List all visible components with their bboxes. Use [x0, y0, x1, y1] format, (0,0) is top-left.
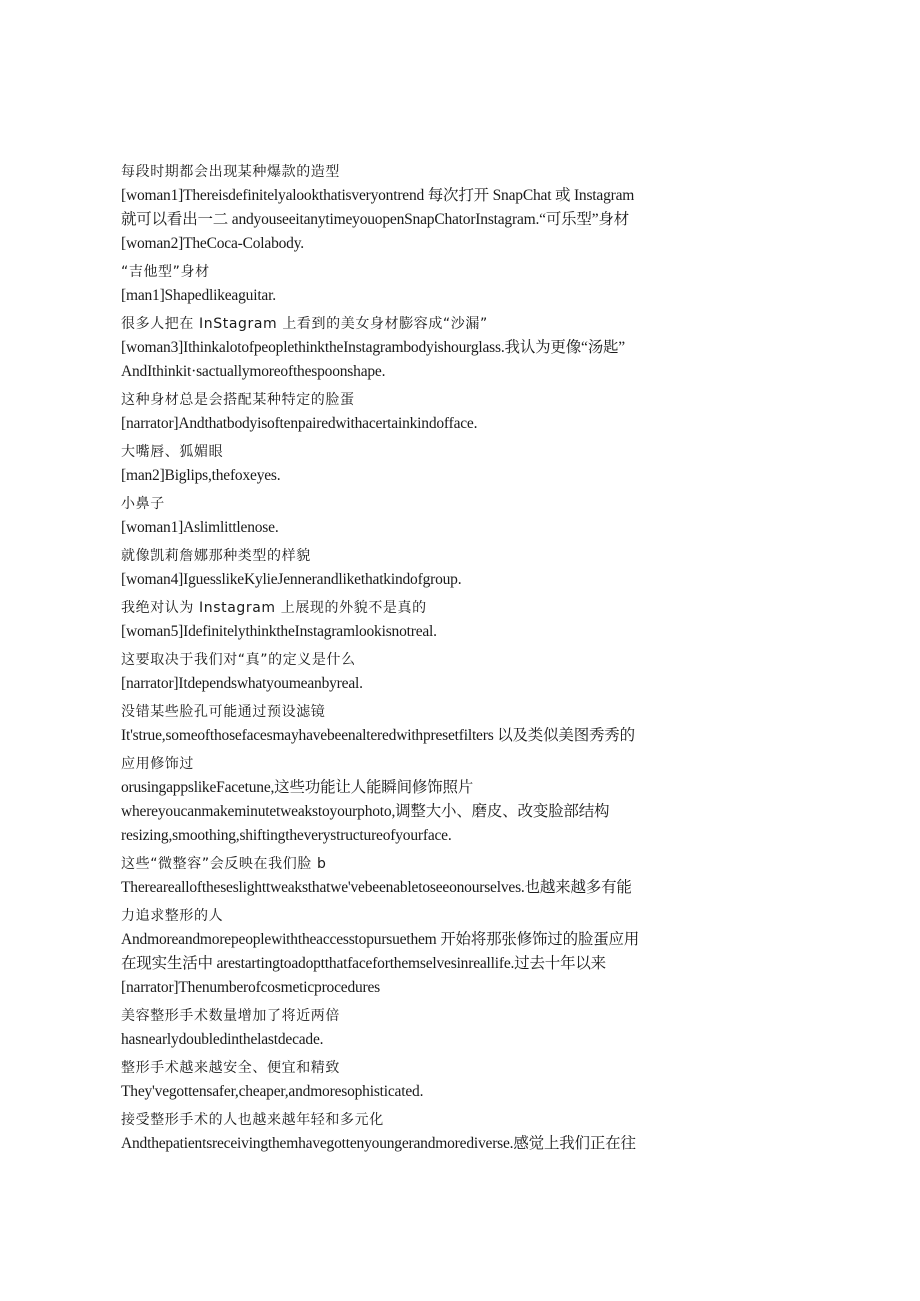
transcript-line: 没错某些脸孔可能通过预设滤镜 — [121, 704, 326, 720]
transcript-line: 很多人把在 InStagram 上看到的美女身材膨容成“沙漏” — [121, 316, 488, 332]
transcript-line: 美容整形手术数量增加了将近两倍 — [121, 1008, 340, 1024]
transcript-line: [woman1]Thereisdefinitelyalookthatisveryontrend 每次打开 SnapChat 或 Instagram — [121, 187, 635, 204]
transcript-line: “吉他型”身材 — [121, 264, 210, 280]
transcript-line: resizing,smoothing,shiftingtheverystructureofyourface. — [121, 827, 452, 844]
transcript-line: [woman5]IdefinitelythinktheInstagramlookisnotreal. — [121, 623, 437, 640]
transcript-line: whereyoucanmakeminutetweakstoyourphoto,调整大小、磨皮、改变脸部结构 — [121, 803, 610, 820]
transcript-line: hasnearlydoubledinthelastdecade. — [121, 1031, 324, 1048]
transcript-line: 每段时期都会出现某种爆款的造型 — [121, 164, 340, 180]
transcript-line: [narrator]Thenumberofcosmeticprocedures — [121, 979, 381, 996]
transcript-line: They'vegottensafer,cheaper,andmoresophisticated. — [121, 1083, 424, 1100]
transcript-body — [121, 160, 691, 1156]
transcript-line: 大嘴唇、狐媚眼 — [121, 444, 224, 460]
transcript-line: 应用修饰过 — [121, 756, 194, 772]
transcript-line: 我绝对认为 Instagram 上展现的外貌不是真的 — [121, 600, 427, 616]
transcript-line: 就像凯莉詹娜那种类型的样貌 — [121, 548, 311, 564]
transcript-line: 力追求整形的人 — [121, 908, 224, 924]
transcript-line: Therearealloftheseslighttweaksthatwe'vebeenabletoseeonourselves.也越来越多有能 — [121, 879, 632, 896]
transcript-line: 小鼻子 — [121, 496, 165, 512]
transcript-line: 这些“微整容”会反映在我们脸 b — [121, 856, 327, 872]
transcript-line: It'strue,someofthosefacesmayhavebeenalteredwithpresetfilters 以及类似美图秀秀的 — [121, 727, 635, 744]
transcript-line: orusingappslikeFacetune,这些功能让人能瞬间修饰照片 — [121, 779, 474, 796]
transcript-line: Andmoreandmorepeoplewiththeaccesstopursuethem 开始将那张修饰过的脸蛋应用 — [121, 931, 640, 948]
transcript-line: Andthepatientsreceivingthemhavegottenyoungerandmorediverse.感觉上我们正在往 — [121, 1135, 636, 1152]
transcript-line: [woman3]IthinkalotofpeoplethinktheInstagrambodyishourglass.我认为更像“汤匙” — [121, 339, 625, 356]
transcript-line: [woman2]TheCoca-Colabody. — [121, 235, 304, 252]
transcript-line: [woman4]IguesslikeKylieJennerandlikethatkindofgroup. — [121, 571, 462, 588]
transcript-line: 就可以看出一二 andyouseeitanytimeyouopenSnapChatorInstagram.“可乐型”身材 — [121, 211, 630, 228]
transcript-line: 这种身材总是会搭配某种特定的脸蛋 — [121, 392, 355, 408]
transcript-line: [woman1]Aslimlittlenose. — [121, 519, 279, 536]
transcript-line: AndIthinkit·sactuallymoreofthespoonshape. — [121, 363, 386, 380]
transcript-line: [narrator]Andthatbodyisoftenpairedwithacertainkindofface. — [121, 415, 478, 432]
transcript-line: 这要取决于我们对“真”的定义是什么 — [121, 652, 356, 668]
transcript-line: 接受整形手术的人也越来越年轻和多元化 — [121, 1112, 384, 1128]
transcript-line: [man1]Shapedlikeaguitar. — [121, 287, 276, 304]
transcript-line: 整形手术越来越安全、便宜和精致 — [121, 1060, 340, 1076]
transcript-line: 在现实生活中 arestartingtoadoptthatfaceforthemselvesinreallife.过去十年以来 — [121, 955, 606, 972]
transcript-line: [narrator]Itdependswhatyoumeanbyreal. — [121, 675, 363, 692]
transcript-line: [man2]Biglips,thefoxeyes. — [121, 467, 281, 484]
